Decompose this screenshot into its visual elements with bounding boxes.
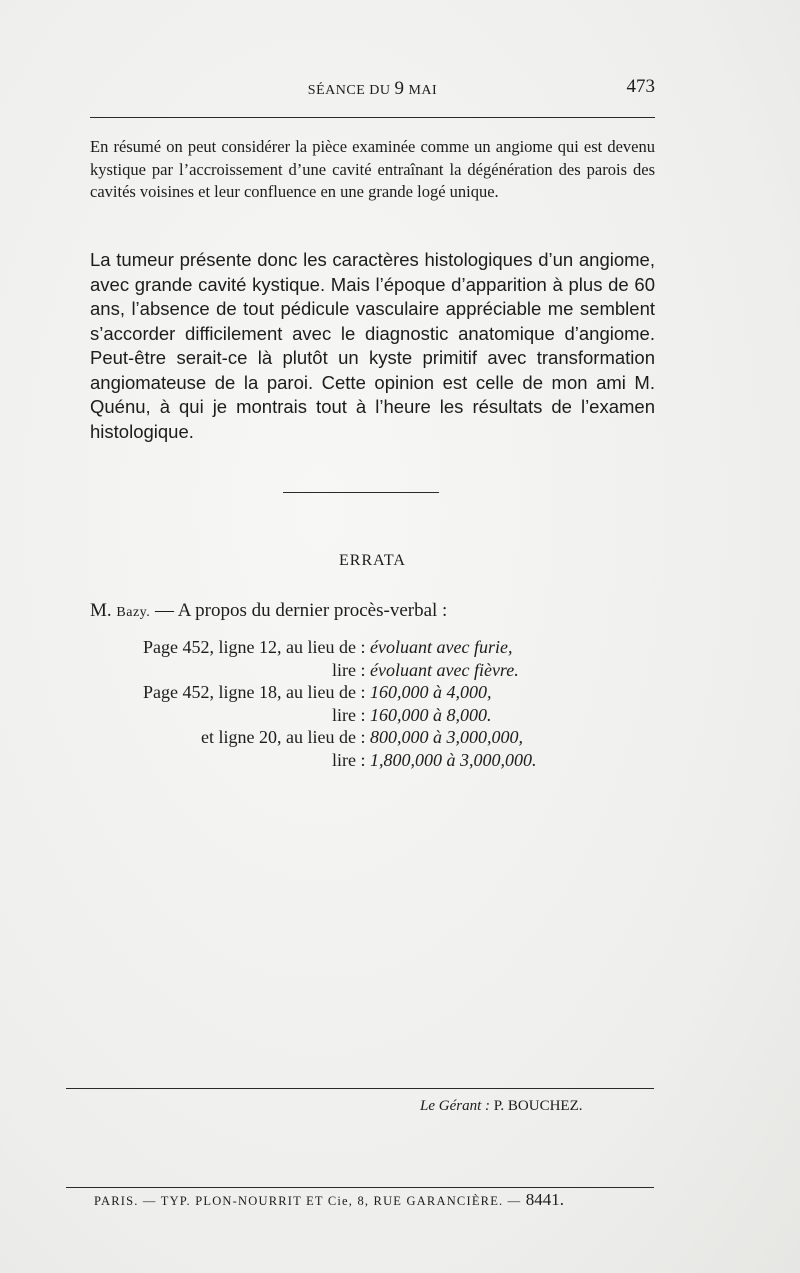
errata-correction: 1,800,000 à 3,000,000.	[370, 749, 537, 770]
section-divider	[283, 492, 439, 493]
gerant-name: P. BOUCHEZ.	[493, 1098, 583, 1114]
errata-location: Page 452, ligne 18, au lieu de	[143, 682, 356, 702]
errata-author-prefix: M.	[90, 600, 112, 621]
errata-row	[90, 636, 537, 659]
running-title-day: 9	[394, 78, 405, 99]
errata-colon: :	[360, 659, 366, 680]
errata-row	[90, 681, 537, 704]
errata-row	[90, 749, 537, 772]
errata-table	[90, 636, 537, 771]
errata-author-name: Bazy.	[116, 605, 151, 620]
footer-rule-top	[66, 1088, 654, 1089]
errata-row	[90, 704, 537, 727]
errata-correction: évoluant avec furie,	[370, 637, 513, 657]
errata-correction: évoluant avec fièvre.	[370, 659, 519, 680]
gerant-label: Le Gérant :	[420, 1098, 490, 1114]
errata-location: lire	[332, 704, 356, 725]
errata-location: et ligne 20, au lieu de	[201, 727, 356, 747]
paragraph-summary: En résumé on peut considérer la pièce examinée comme un angiome qui est devenu kystique par l’accroissement d’une cavité entraînant la dégénération des parois des cavités voisines et leur confluence en une grande logé unique.	[90, 137, 655, 201]
errata-correction: 160,000 à 4,000,	[370, 682, 492, 702]
errata-correction: 800,000 à 3,000,000,	[370, 727, 523, 747]
printer-imprint	[94, 1190, 564, 1210]
errata-intro-text: — A propos du dernier procès-verbal :	[155, 600, 448, 621]
running-title	[90, 78, 655, 100]
errata-correction: 160,000 à 8,000.	[370, 704, 492, 725]
errata-colon: :	[360, 637, 366, 657]
errata-colon: :	[360, 749, 366, 770]
running-title-prefix: SÉANCE DU	[307, 83, 391, 98]
errata-colon: :	[360, 682, 366, 702]
errata-colon: :	[360, 727, 366, 747]
paragraph-conclusion: La tumeur présente donc les caractères histologiques d’un angiome, avec grande cavité kystique. Mais l’époque d’apparition à plus de 60 ans, l’absence de tout pédicule vasculaire appréciable me semblent s’accorder difficilement avec le diagnostic anatomique d’angiome. Peut-être serait-ce là plutôt un kyste primitif avec transformation angiomateuse de la paroi. Cette opinion est celle de mon ami M. Quénu, à qui je montrais tout à l’heure les résultats de l’examen histologique.	[90, 249, 655, 442]
imprint-text: PARIS. — TYP. PLON-NOURRIT ET Cie, 8, RUE GARANCIÈRE. —	[94, 1194, 522, 1208]
errata-location: lire	[332, 749, 356, 770]
page-number: 473	[626, 76, 655, 97]
errata-row	[90, 659, 537, 682]
errata-location: lire	[332, 659, 356, 680]
imprint-number: 8441.	[525, 1190, 564, 1209]
errata-row	[90, 726, 537, 749]
errata-heading: ERRATA	[339, 552, 406, 569]
errata-colon: :	[360, 704, 366, 725]
footer-rule-bottom	[66, 1187, 654, 1188]
running-title-month: MAI	[408, 83, 438, 98]
header-rule	[90, 117, 655, 118]
gerant-line	[420, 1098, 583, 1115]
errata-location: Page 452, ligne 12, au lieu de	[143, 637, 356, 657]
errata-intro	[90, 600, 447, 622]
running-header	[90, 74, 655, 104]
